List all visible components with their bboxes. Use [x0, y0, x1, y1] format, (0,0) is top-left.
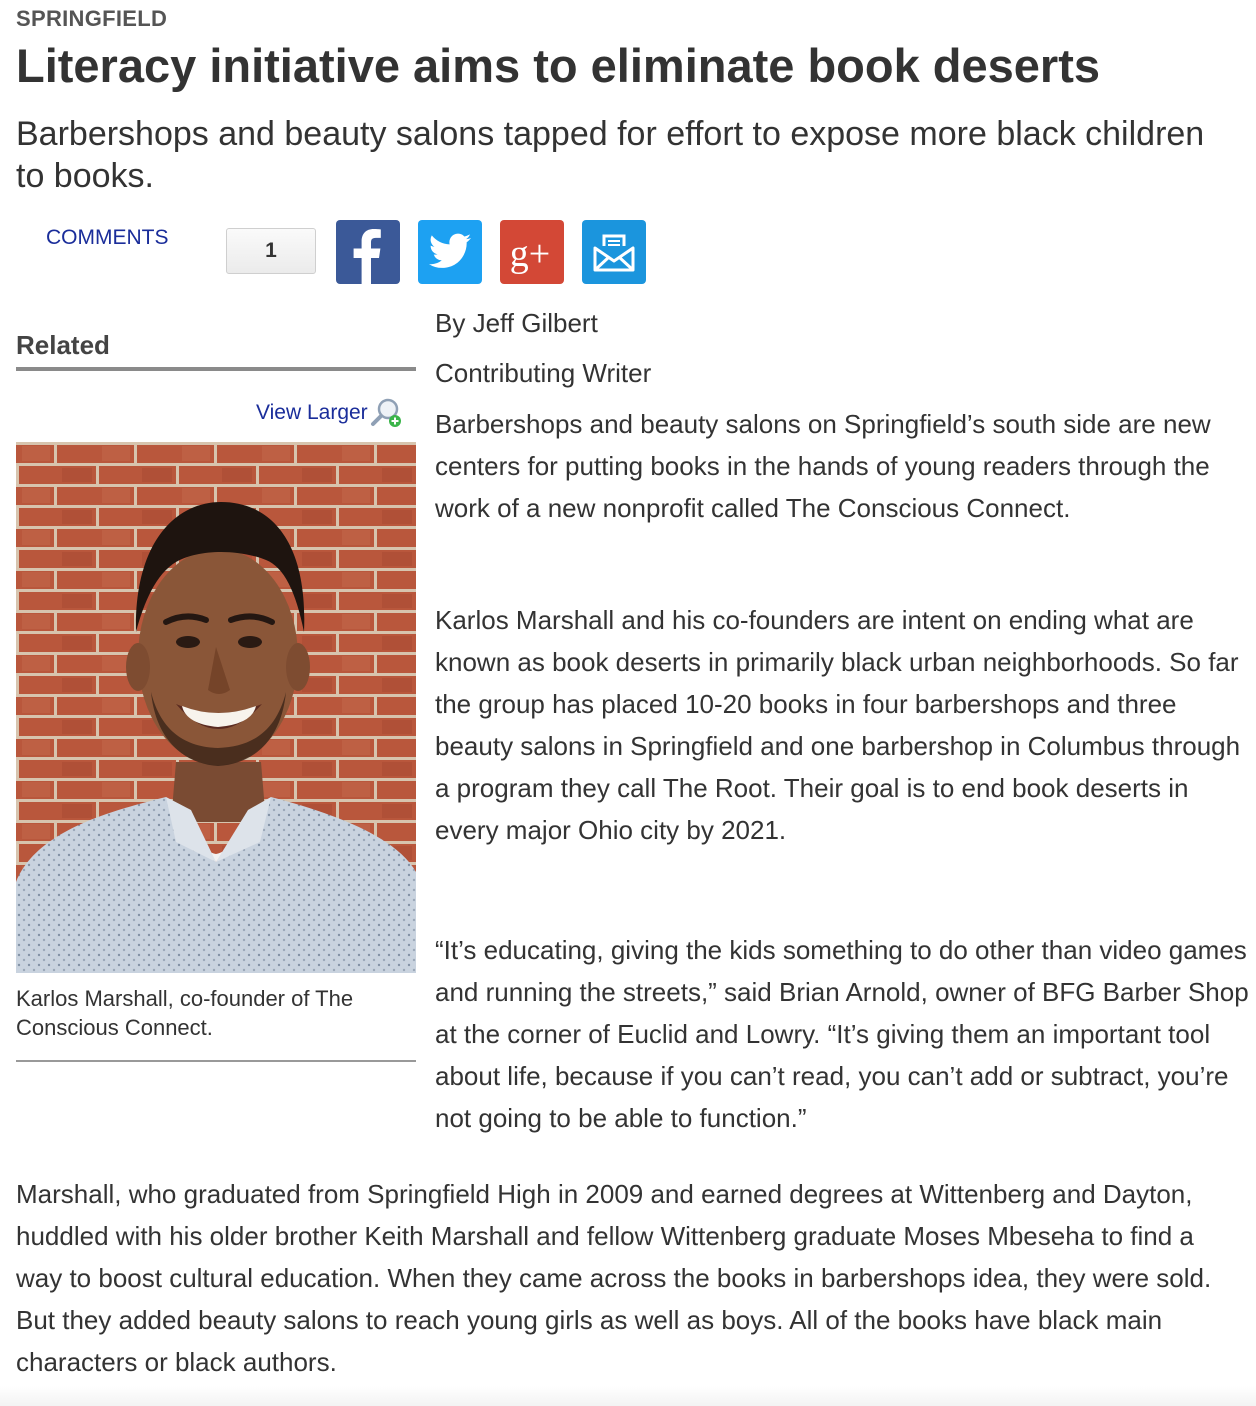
comments-count-badge[interactable]: 1 — [226, 228, 316, 274]
article-paragraph-2: Karlos Marshall and his co-founders are intent on ending what are known as book deserts in primarily black urban neighborhoods. So far the group has placed 10-20 books in four barbershops and three beauty salons in Springfield and one barbershop in Columbus through a program they call The Root. Their goal is to end book deserts in every major Ohio city by 2021. — [435, 605, 1241, 845]
headline: Literacy initiative aims to eliminate book deserts — [16, 39, 1100, 92]
view-larger-link[interactable] — [256, 396, 404, 430]
profile-photo[interactable] — [16, 442, 416, 973]
google-plus-share-button[interactable] — [500, 220, 564, 284]
zoom-in-icon — [370, 396, 404, 430]
google-plus-icon — [500, 220, 564, 284]
email-share-button[interactable] — [582, 220, 646, 284]
view-larger-label: View Larger — [256, 401, 368, 424]
twitter-share-button[interactable] — [418, 220, 482, 284]
portrait-illustration — [16, 442, 416, 973]
article-paragraph-4: Marshall, who graduated from Springfield High in 2009 and earned degrees at Wittenberg and Dayton, huddled with his older brother Keith Marshall and fellow Wittenberg graduate Moses Mbeseha to find a way to boost cultural education. When they came across the books in barbershops idea, they were sold. But they added beauty salons to reach young girls as well as boys. All of the books have black main characters or black authors. — [16, 1179, 1212, 1377]
svg-text:g+: g+ — [509, 233, 551, 275]
email-icon — [590, 228, 638, 276]
subheadline: Barbershops and beauty salons tapped for effort to expose more black children to books. — [16, 115, 1205, 195]
section-label[interactable]: SPRINGFIELD — [16, 6, 168, 31]
byline-role: Contributing Writer — [435, 358, 652, 388]
bottom-fade — [0, 1386, 1256, 1406]
twitter-icon — [427, 229, 473, 275]
byline-author: By Jeff Gilbert — [435, 308, 598, 338]
photo-caption: Karlos Marshall, co-founder of The Conscious Connect. — [16, 986, 354, 1040]
caption-divider — [16, 1060, 416, 1062]
facebook-icon — [336, 220, 400, 284]
related-heading: Related — [16, 330, 110, 360]
comments-link[interactable]: COMMENTS — [46, 226, 169, 249]
facebook-share-button[interactable] — [336, 220, 400, 284]
article-paragraph-3: “It’s educating, giving the kids something to do other than video games and running the streets,” said Brian Arnold, owner of BFG Barber Shop at the corner of Euclid and Lowry. “It’s giving them an important tool about life, because if you can’t read, you can’t add or subtract, you’re not going to be able to function.” — [435, 935, 1249, 1133]
related-divider — [16, 367, 416, 371]
article-paragraph-1: Barbershops and beauty salons on Springfield’s south side are new centers for putting books in the hands of young readers through the work of a new nonprofit called The Conscious Connect. — [435, 409, 1211, 523]
